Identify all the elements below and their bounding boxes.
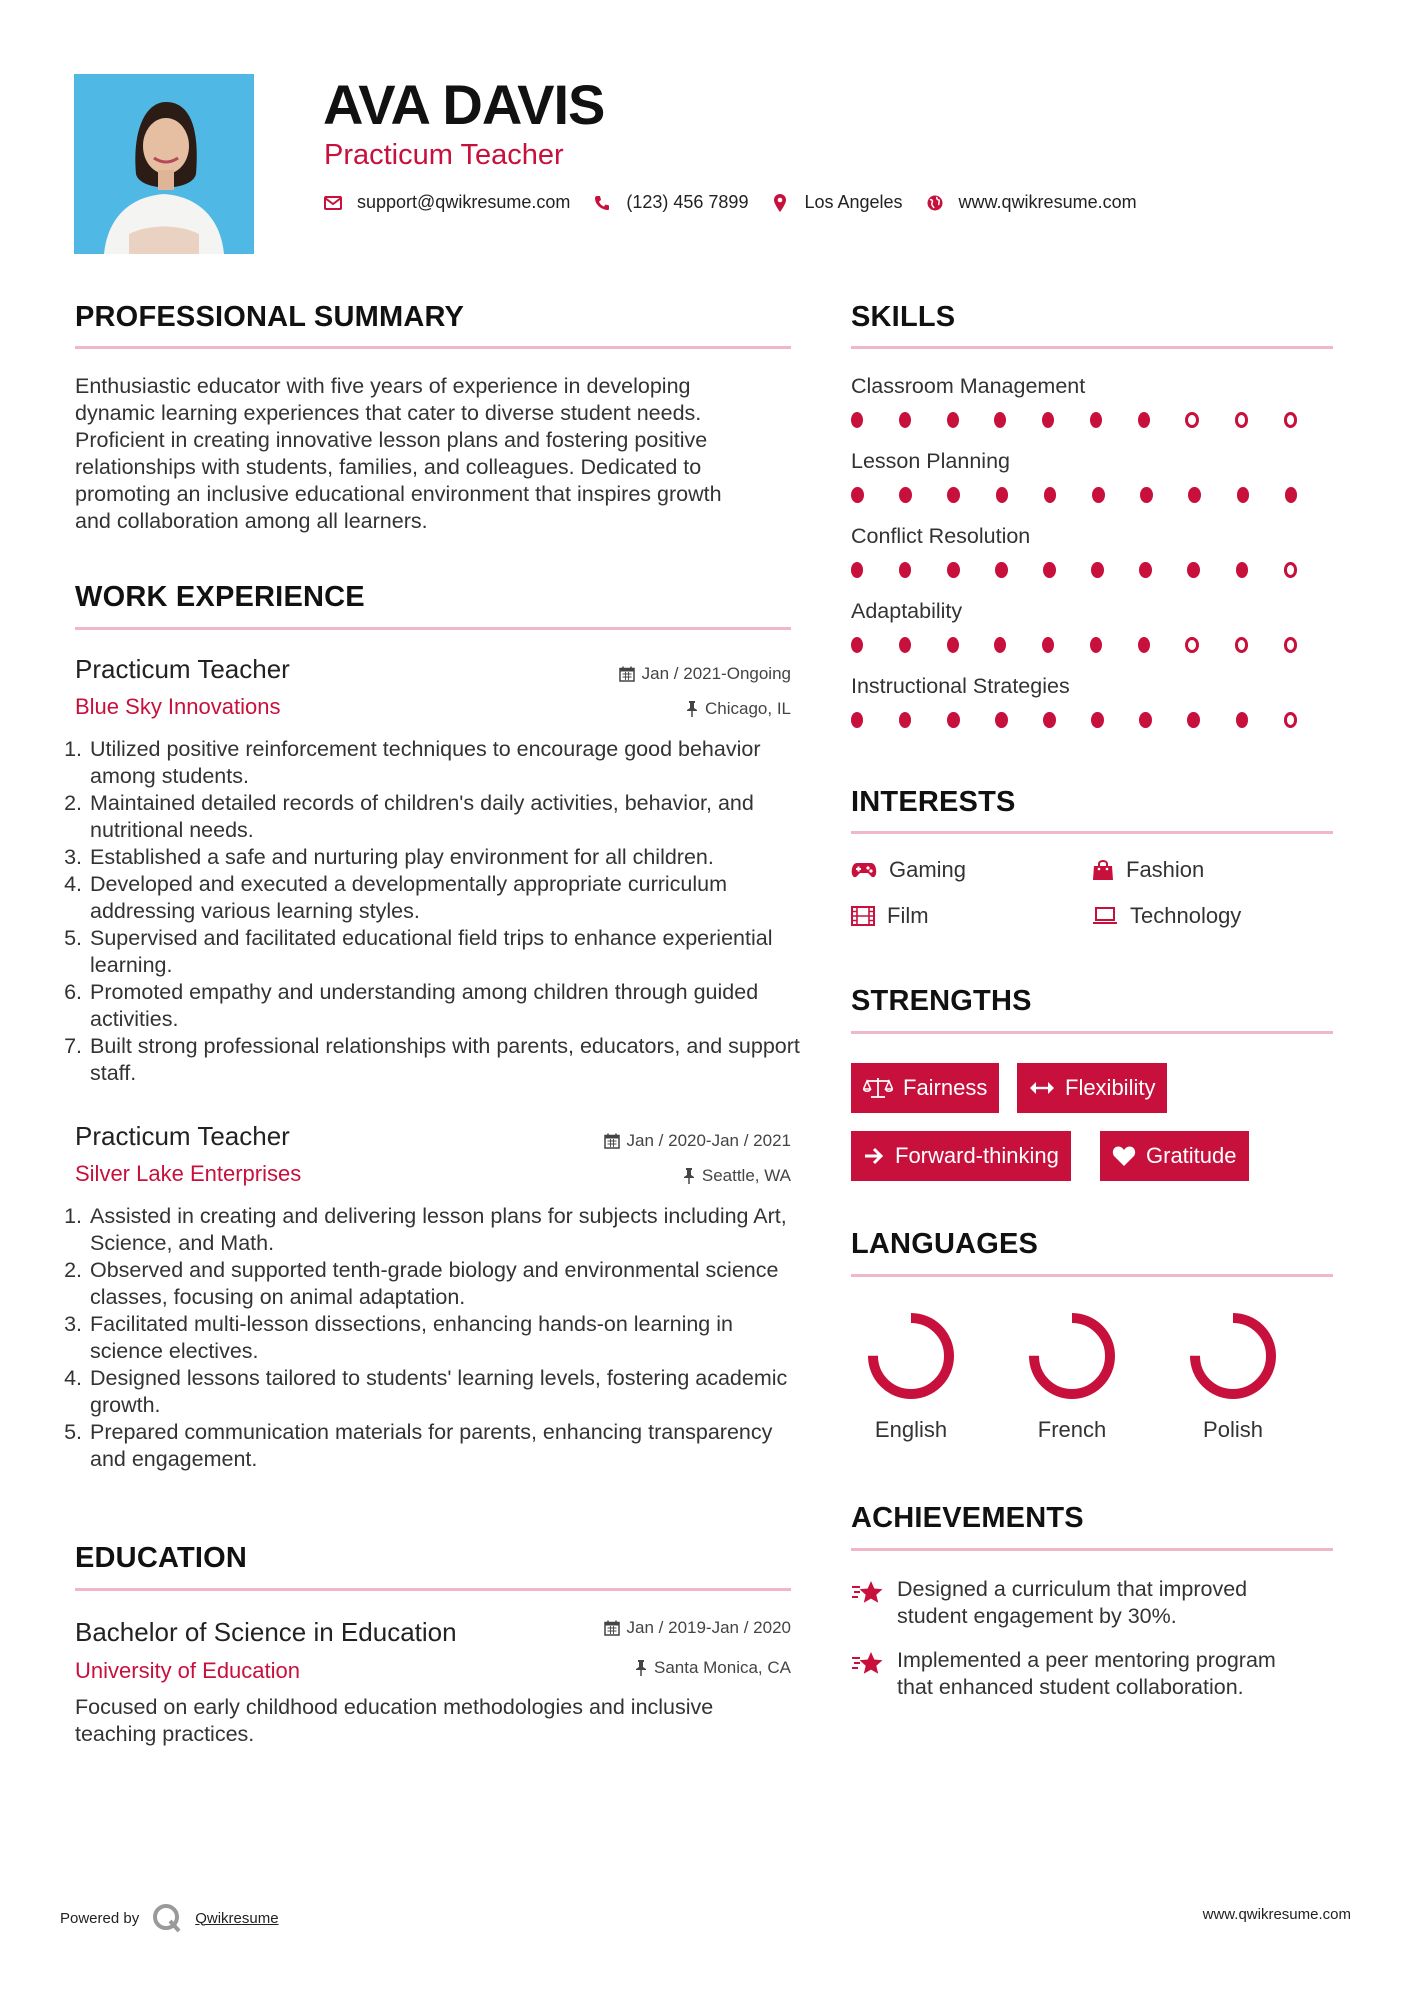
interests-divider <box>851 831 1333 834</box>
language-item <box>851 1306 971 1443</box>
skill-row <box>851 524 1333 599</box>
calendar-icon <box>604 1620 620 1636</box>
rating-dot-filled <box>994 637 1006 653</box>
rating-dot-filled <box>851 637 863 653</box>
experience-divider <box>75 627 791 630</box>
rating-dot-filled <box>851 712 863 728</box>
job-company: Blue Sky Innovations <box>75 694 281 719</box>
achievements-heading: ACHIEVEMENTS <box>851 1502 1084 1534</box>
rating-dot-filled <box>1139 712 1151 728</box>
rating-dot-empty <box>1284 712 1298 728</box>
strength-badge: Gratitude <box>1100 1131 1249 1181</box>
language-level-ring <box>1022 1306 1122 1406</box>
skill-row <box>851 374 1333 449</box>
strength-badge: Forward-thinking <box>851 1131 1071 1181</box>
balance-scale-icon <box>863 1077 893 1099</box>
rating-dot-filled <box>899 412 911 428</box>
strengths-heading: STRENGTHS <box>851 985 1032 1017</box>
skills-list <box>851 374 1333 749</box>
rating-dot-filled <box>1043 712 1055 728</box>
list-item: 5. Prepared communication materials for parents, enhancing transparency and engagement. <box>88 1419 808 1473</box>
job-bullets <box>70 736 808 1087</box>
job-location: Seattle, WA <box>471 1166 791 1186</box>
skill-name: Instructional Strategies <box>851 674 1070 698</box>
rating-dot-empty <box>1235 412 1249 428</box>
skill-row <box>851 449 1333 524</box>
rating-dot-empty <box>1235 637 1249 653</box>
rating-dot-filled <box>947 637 959 653</box>
rating-dot-filled <box>1090 412 1102 428</box>
pushpin-icon <box>683 1168 695 1184</box>
brand-link[interactable]: Qwikresume <box>195 1909 279 1927</box>
qwikresume-logo-icon <box>151 1902 183 1934</box>
phone-icon <box>592 193 612 213</box>
rating-dot-filled <box>1042 412 1054 428</box>
skill-row <box>851 674 1333 749</box>
rating-dot-empty <box>1185 412 1199 428</box>
skills-heading: SKILLS <box>851 301 956 333</box>
star-award-icon <box>851 1580 885 1606</box>
rating-dot-filled <box>1140 487 1153 503</box>
rating-dot-empty <box>1284 637 1298 653</box>
school-name: University of Education <box>75 1658 300 1683</box>
heart-icon <box>1112 1145 1136 1167</box>
job-date: Jan / 2020-Jan / 2021 <box>471 1131 791 1151</box>
language-level-ring <box>1183 1306 1283 1406</box>
rating-dot-filled <box>1285 487 1298 503</box>
language-name: Polish <box>1203 1417 1263 1442</box>
rating-dot-empty <box>1284 412 1298 428</box>
experience-heading: WORK EXPERIENCE <box>75 581 365 613</box>
rating-dot-filled <box>1237 487 1250 503</box>
job-title: Practicum Teacher <box>75 654 290 684</box>
list-item: 5. Supervised and facilitated educational field trips to enhance experiential learning. <box>88 925 808 979</box>
rating-dot-filled <box>851 412 863 428</box>
language-name: French <box>1037 1417 1107 1442</box>
language-name: English <box>874 1417 948 1442</box>
summary-heading: PROFESSIONAL SUMMARY <box>75 301 465 333</box>
languages-heading: LANGUAGES <box>851 1228 1039 1260</box>
list-item: 2. Maintained detailed records of children's daily activities, behavior, and nutritional needs. <box>88 790 808 844</box>
strength-badge: Flexibility <box>1017 1063 1167 1113</box>
language-level-arc <box>873 1318 949 1394</box>
skill-rating <box>851 712 1333 728</box>
rating-dot-filled <box>947 712 959 728</box>
list-item: 4. Developed and executed a developmentally appropriate curriculum addressing various learning styles. <box>88 871 808 925</box>
achievement-item: Designed a curriculum that improved student engagement by 30%. <box>851 1576 1341 1630</box>
arrows-horizontal-icon <box>1029 1081 1055 1095</box>
portrait-image <box>74 74 254 254</box>
contact-website[interactable]: www.qwikresume.com <box>958 192 1137 212</box>
interest-film: Film <box>851 903 929 929</box>
education-location: Santa Monica, CA <box>471 1658 791 1678</box>
rating-dot-filled <box>1091 712 1103 728</box>
contact-location: Los Angeles <box>804 192 903 212</box>
rating-dot-filled <box>851 562 863 578</box>
languages-list <box>851 1306 1293 1443</box>
rating-dot-filled <box>1236 712 1248 728</box>
list-item: 6. Promoted empathy and understanding among children through guided activities. <box>88 979 808 1033</box>
rating-dot-filled <box>1042 637 1054 653</box>
languages-divider <box>851 1274 1333 1277</box>
map-pin-icon <box>770 193 790 213</box>
star-award-icon <box>851 1651 885 1677</box>
achievements-list <box>851 1576 1341 1701</box>
gamepad-icon <box>851 861 877 879</box>
list-item: 3. Facilitated multi-lesson dissections, enhancing hands-on learning in science electives. <box>88 1311 808 1365</box>
rating-dot-filled <box>947 412 959 428</box>
interest-technology: Technology <box>1092 903 1241 929</box>
interest-fashion: Fashion <box>1092 857 1204 883</box>
list-item: 3. Established a safe and nurturing play environment for all children. <box>88 844 808 871</box>
skill-row <box>851 599 1333 674</box>
calendar-icon <box>604 1133 620 1149</box>
job-date: Jan / 2021-Ongoing <box>471 664 791 684</box>
rating-dot-filled <box>851 487 864 503</box>
list-item: 1. Utilized positive reinforcement techniques to encourage good behavior among students. <box>88 736 808 790</box>
rating-dot-filled <box>899 712 911 728</box>
education-divider <box>75 1588 791 1591</box>
pushpin-icon <box>686 701 698 717</box>
interests-heading: INTERESTS <box>851 786 1016 818</box>
rating-dot-filled <box>1188 487 1201 503</box>
envelope-icon <box>323 193 343 213</box>
rating-dot-filled <box>899 637 911 653</box>
rating-dot-filled <box>1090 637 1102 653</box>
rating-dot-filled <box>995 712 1007 728</box>
job-title: Practicum Teacher <box>75 1121 290 1151</box>
calendar-icon <box>619 666 635 682</box>
rating-dot-filled <box>899 487 912 503</box>
skill-rating <box>851 412 1333 428</box>
rating-dot-filled <box>899 562 911 578</box>
film-icon <box>851 906 875 926</box>
list-item: 2. Observed and supported tenth-grade biology and environmental science classes, focusing on animal adaptation. <box>88 1257 808 1311</box>
education-heading: EDUCATION <box>75 1542 248 1574</box>
skill-name: Classroom Management <box>851 374 1086 398</box>
education-date: Jan / 2019-Jan / 2020 <box>471 1618 791 1638</box>
rating-dot-filled <box>1236 562 1248 578</box>
skill-rating <box>851 562 1333 578</box>
rating-dot-filled <box>1092 487 1105 503</box>
language-level-arc <box>1034 1318 1110 1394</box>
shopping-bag-icon <box>1092 859 1114 881</box>
language-level-arc <box>1195 1318 1271 1394</box>
rating-dot-filled <box>1091 562 1103 578</box>
rating-dot-filled <box>995 562 1007 578</box>
skill-name: Conflict Resolution <box>851 524 1031 548</box>
achievement-item: Implemented a peer mentoring program that enhanced student collaboration. <box>851 1647 1341 1701</box>
skill-rating <box>851 487 1333 503</box>
job-bullets <box>70 1203 808 1473</box>
rating-dot-filled <box>1138 637 1150 653</box>
skills-divider <box>851 346 1333 349</box>
laptop-icon <box>1092 907 1118 925</box>
rating-dot-filled <box>994 412 1006 428</box>
education-description: Focused on early childhood education methodologies and inclusive teaching practices. <box>75 1695 714 1746</box>
degree-title: Bachelor of Science in Education <box>75 1617 457 1647</box>
rating-dot-filled <box>1187 712 1199 728</box>
strengths-divider <box>851 1031 1333 1034</box>
language-item <box>1173 1306 1293 1443</box>
rating-dot-filled <box>1138 412 1150 428</box>
language-level-ring <box>861 1306 961 1406</box>
footer-website[interactable]: www.qwikresume.com <box>1202 1906 1351 1923</box>
rating-dot-filled <box>1187 562 1199 578</box>
summary-text: Enthusiastic educator with five years of experience in developing dynamic learning experiences that cater to diverse student needs. Proficient in creating innovative lesson plans and fostering positive relationships with students, families, and colleagues. Dedicated to promoting an inclusive educational environment that inspires growth and collaboration among all learners. <box>75 374 722 533</box>
skill-name: Adaptability <box>851 599 963 623</box>
achievements-divider <box>851 1548 1333 1551</box>
job-company: Silver Lake Enterprises <box>75 1161 302 1186</box>
contact-phone[interactable]: (123) 456 7899 <box>626 192 749 212</box>
job-location: Chicago, IL <box>471 699 791 719</box>
summary-divider <box>75 346 791 349</box>
list-item: 4. Designed lessons tailored to students' learning levels, fostering academic growth. <box>88 1365 808 1419</box>
globe-icon <box>925 193 945 213</box>
rating-dot-filled <box>947 487 960 503</box>
pushpin-icon <box>635 1660 647 1676</box>
language-item <box>1012 1306 1132 1443</box>
contact-email[interactable]: support@qwikresume.com <box>357 192 571 212</box>
rating-dot-empty <box>1185 637 1199 653</box>
rating-dot-filled <box>1139 562 1151 578</box>
profile-photo <box>74 74 254 254</box>
rating-dot-filled <box>1044 487 1057 503</box>
powered-by-label: Powered by <box>60 1909 140 1927</box>
arrow-right-icon <box>863 1146 885 1166</box>
rating-dot-filled <box>947 562 959 578</box>
rating-dot-filled <box>996 487 1009 503</box>
list-item: 1. Assisted in creating and delivering lesson plans for subjects including Art, Science, and Math. <box>88 1203 808 1257</box>
footer-powered-by <box>60 1902 279 1934</box>
list-item: 7. Built strong professional relationships with parents, educators, and support staff. <box>88 1033 808 1087</box>
strength-badge: Fairness <box>851 1063 999 1113</box>
interest-gaming: Gaming <box>851 857 966 883</box>
skill-name: Lesson Planning <box>851 449 1010 473</box>
candidate-name: AVA DAVIS <box>323 73 605 136</box>
rating-dot-filled <box>1043 562 1055 578</box>
rating-dot-empty <box>1284 562 1298 578</box>
skill-rating <box>851 637 1333 653</box>
candidate-role: Practicum Teacher <box>324 139 564 171</box>
contact-bar <box>323 192 1159 213</box>
